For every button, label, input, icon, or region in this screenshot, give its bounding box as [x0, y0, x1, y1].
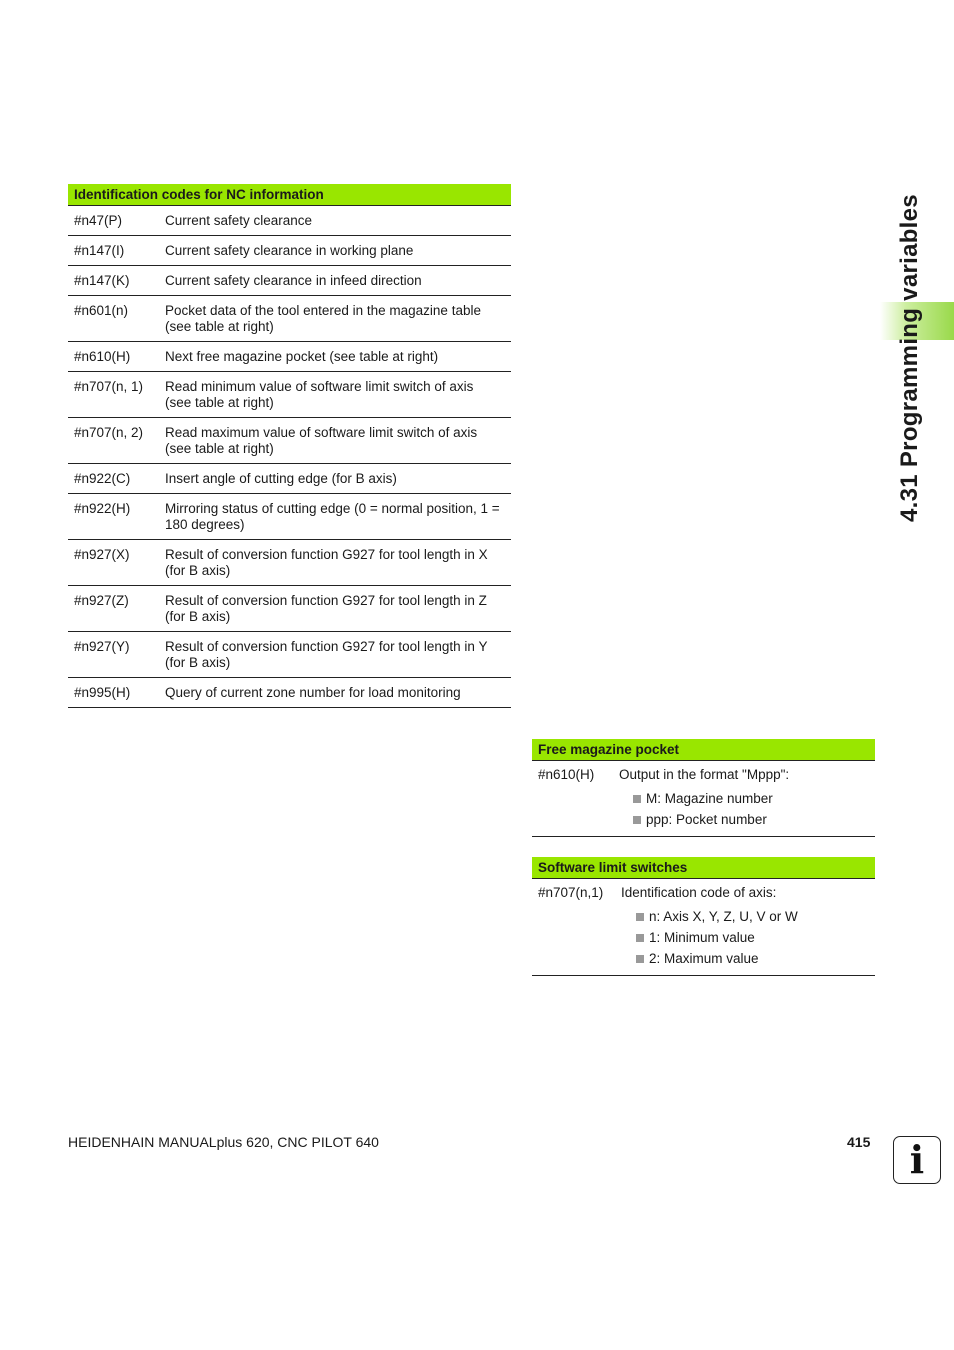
table-row [68, 464, 511, 494]
table-row [68, 236, 511, 266]
row-description: Current safety clearance in working plane [165, 243, 414, 258]
row-code: #n922(H) [74, 501, 131, 516]
row-description: Read maximum value of software limit switch of axis (see table at right) [165, 425, 478, 456]
table-row [68, 296, 511, 342]
table-row [68, 586, 511, 632]
row-code: #n47(P) [74, 213, 123, 228]
table-row [68, 372, 511, 418]
list-item: 2: Maximum value [636, 948, 875, 969]
row-code: #n610(H) [538, 767, 595, 782]
table-row [68, 494, 511, 540]
row-description: Query of current zone number for load monitoring [165, 685, 461, 700]
table-header: Identification codes for NC information [68, 184, 511, 206]
nc-info-codes-table [68, 184, 511, 708]
table-header: Free magazine pocket [532, 739, 875, 761]
table-row [532, 879, 875, 976]
table-row [68, 342, 511, 372]
row-description: Result of conversion function G927 for tool length in X (for B axis) [165, 547, 488, 578]
table-row [68, 206, 511, 236]
row-code: #n610(H) [74, 349, 131, 364]
table-row [68, 678, 511, 708]
software-limit-switches-table [532, 857, 875, 976]
footer-manual-title: HEIDENHAIN MANUALplus 620, CNC PILOT 640 [68, 1134, 379, 1150]
row-code: #n707(n,1) [538, 885, 604, 900]
row-code: #n707(n, 1) [74, 379, 144, 394]
row-description: Result of conversion function G927 for tool length in Y (for B axis) [165, 639, 488, 670]
table-row [68, 266, 511, 296]
row-code: #n922(C) [74, 471, 131, 486]
table-row [68, 632, 511, 678]
table-row [532, 761, 875, 837]
list-item: n: Axis X, Y, Z, U, V or W [636, 906, 875, 927]
table-header: Software limit switches [532, 857, 875, 879]
row-description: Mirroring status of cutting edge (0 = normal position, 1 = 180 degrees) [165, 501, 500, 532]
table-row [68, 540, 511, 586]
row-code: #n927(Y) [74, 639, 130, 654]
chapter-side-title: 4.31 Programming variables [896, 194, 923, 522]
row-code: #n927(Z) [74, 593, 129, 608]
row-description: Result of conversion function G927 for tool length in Z (for B axis) [165, 593, 487, 624]
info-icon: i [893, 1136, 941, 1184]
row-code: #n147(I) [74, 243, 125, 258]
table-row [68, 418, 511, 464]
row-description: Read minimum value of software limit switch of axis (see table at right) [165, 379, 474, 410]
page-number: 415 [847, 1134, 871, 1150]
bullet-square-icon [636, 934, 644, 942]
list-item: ppp: Pocket number [633, 809, 875, 830]
row-description: Identification code of axis: [621, 885, 777, 900]
row-description: Next free magazine pocket (see table at right) [165, 349, 439, 364]
bullet-square-icon [633, 816, 641, 824]
bullet-square-icon [636, 955, 644, 963]
row-description: Current safety clearance [165, 213, 313, 228]
row-description: Output in the format "Mppp": [619, 767, 790, 782]
row-code: #n601(n) [74, 303, 129, 318]
row-code: #n147(K) [74, 273, 130, 288]
bullet-square-icon [636, 913, 644, 921]
list-item: M: Magazine number [633, 788, 875, 809]
row-description: Pocket data of the tool entered in the magazine table (see table at right) [165, 303, 481, 334]
row-code: #n707(n, 2) [74, 425, 144, 440]
row-description: Insert angle of cutting edge (for B axis) [165, 471, 397, 486]
free-magazine-pocket-table [532, 739, 875, 837]
row-code: #n995(H) [74, 685, 131, 700]
row-description: Current safety clearance in infeed direction [165, 273, 422, 288]
list-item: 1: Minimum value [636, 927, 875, 948]
bullet-square-icon [633, 795, 641, 803]
row-code: #n927(X) [74, 547, 130, 562]
